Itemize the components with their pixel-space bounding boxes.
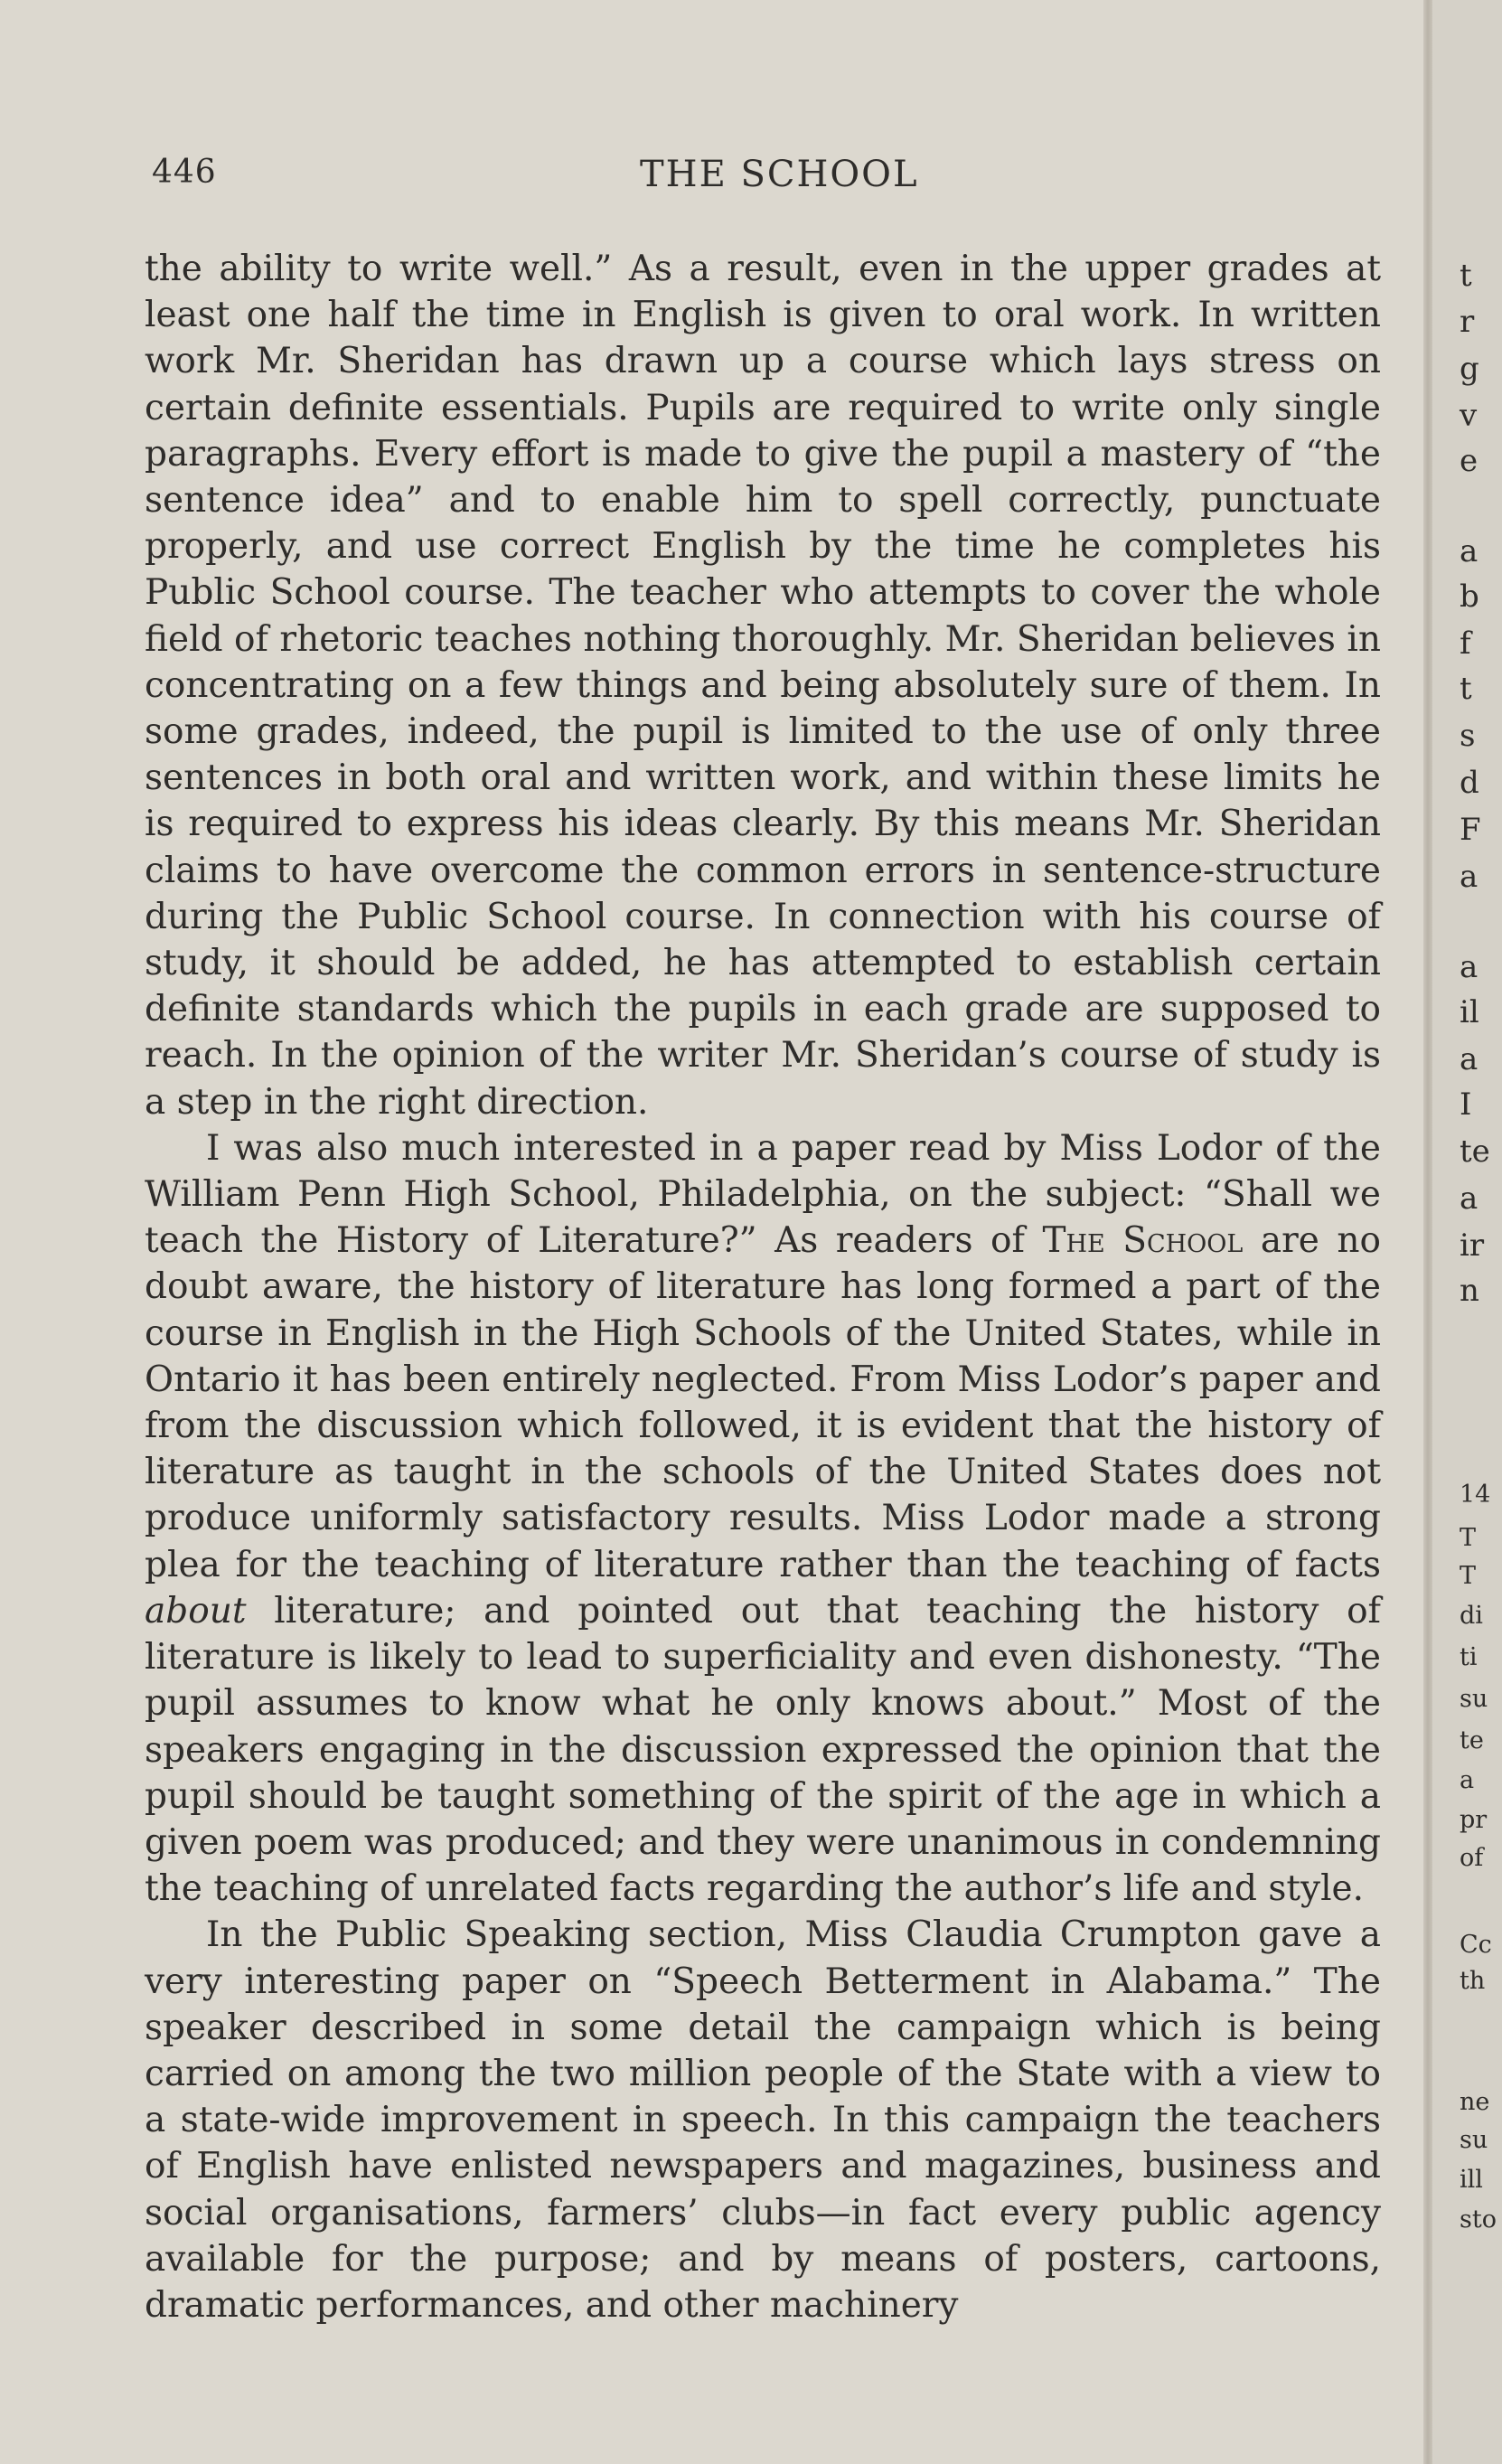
paragraph-lodor-part-2: are no doubt aware, the history of literature has long formed a part of the course in English in the High Schools of the United States, while in Ontario it has been entirely neglected. From Miss Lodor’s paper and from the discussion which followed, it is evident that the history of literature as taught in the schools of the United States does not produce uniformly satisfactory results. Miss Lodor made a strong plea for the teaching of literature rather than the teaching of facts [145,1220,1381,1585]
book-gutter [1423,0,1432,2464]
paragraph-sheridan: the ability to write well.” As a result, even in the upper grades at least one half the time in English is given to oral work. In written work Mr. Sheridan has drawn up a course which lays stress on certain definite essentials. Pupils are required to write only single paragraphs. Every effort is made to give the pupil a mastery of “the sentence idea” and to enable him to spell correctly, punctuate properly, and use correct English by the time he completes his Public School course. The teacher who attempts to cover the whole field of rhetoric teaches nothing thoroughly. Mr. Sheridan believes in concentrating on a few things and being absolutely sure of them. In some grades, indeed, the pupil is limited to the use of only three sentences in both oral and written work, and within these limits he is required to express his ideas clearly. By this means Mr. Sheridan claims to have overcome the common errors in sentence-structure during the Public School course. In connection with his course of study, it should be added, he has attempted to establish certain definite standards which the pupils in each grade are supposed to reach. In the opinion of the writer Mr. Sheridan’s course of study is a step in the right direction. [145,249,1381,1123]
next-page-fragment: of [1460,1844,1484,1872]
next-page-edge [1432,0,1502,2464]
emphasis-about: about [145,1590,247,1632]
next-page-fragment: n [1460,1273,1479,1309]
next-page-fragment: d [1460,765,1479,801]
next-page-fragment: di [1460,1602,1483,1630]
body-text [145,246,1381,2328]
next-page-fragment: Cc [1460,1931,1492,1959]
journal-name-inline: The School [1042,1220,1244,1262]
next-page-fragment: I [1460,1086,1472,1123]
next-page-fragment: il [1460,994,1479,1030]
next-page-fragment: t [1460,258,1472,294]
next-page-fragment: a [1460,533,1479,569]
paragraph-lodor [145,1125,1381,1912]
next-page-fragment: a [1460,949,1479,985]
journal-title: THE SCHOOL [640,154,919,195]
next-page-fragment: a [1460,1041,1479,1077]
next-page-fragment: pr [1460,1806,1488,1834]
paragraph-lodor-part-3: literature; and pointed out that teaching the history of literature is likely to lead to superficiality and even dishonesty. “The pupil assumes to know what he only knows about.” Most of the speakers engaging in the discussion expressed the opinion that the pupil should be taught something of the spirit of the age in which a given poem was produced; and they were unanimous in condemning the teaching of unrelated facts regarding the author’s life and style. [145,1590,1381,1910]
next-page-fragment: te [1460,1726,1484,1754]
next-page-fragment: e [1460,443,1479,479]
next-page-fragment: F [1460,812,1481,848]
next-page-fragment: g [1460,351,1479,387]
next-page-fragment: v [1460,398,1478,434]
page-number: 446 [152,154,217,191]
paragraph-crumpton: In the Public Speaking section, Miss Claudia Crumpton gave a very interesting paper on “Speech Betterment in Alabama.” The speaker described in some detail the campaign which is being carried on among the two million people of the State with a view to a state-wide improvement in speech. In this campaign the teachers of English have enlisted newspapers and magazines, business and social organisations, farmers’ clubs—in fact every public agency available for the purpose; and by means of posters, cartoons, dramatic performances, and other machinery [145,1914,1381,2326]
next-page-fragment: ti [1460,1643,1478,1671]
next-page-fragment: th [1460,1967,1486,1995]
next-page-fragment: f [1460,625,1471,662]
next-page-fragment: su [1460,2126,1488,2154]
next-page-fragment: a [1460,1180,1479,1217]
next-page-fragment: ill [1460,2166,1483,2194]
next-page-fragment: T [1460,1524,1477,1552]
next-page-fragment: a [1460,859,1479,895]
paragraph-lodor-part-1: I was also much interested in a paper read by Miss Lodor of the William Penn High School, Philadelphia, on the subject: “Shall we teach the History of Literature?” As readers of [145,1127,1381,1262]
next-page-fragment: t [1460,671,1472,707]
next-page-fragment: sto [1460,2205,1497,2234]
next-page-fragment: te [1460,1133,1490,1170]
running-head [152,154,1390,208]
next-page-fragment: b [1460,578,1479,615]
next-page-fragment: a [1460,1766,1475,1794]
next-page-fragment: s [1460,718,1476,754]
next-page-fragment: 14 [1460,1481,1491,1509]
next-page-fragment: ne [1460,2088,1490,2116]
next-page-fragment: T [1460,1562,1477,1590]
next-page-fragment: ir [1460,1227,1485,1264]
next-page-fragment: su [1460,1685,1488,1713]
next-page-fragment: r [1460,304,1475,340]
